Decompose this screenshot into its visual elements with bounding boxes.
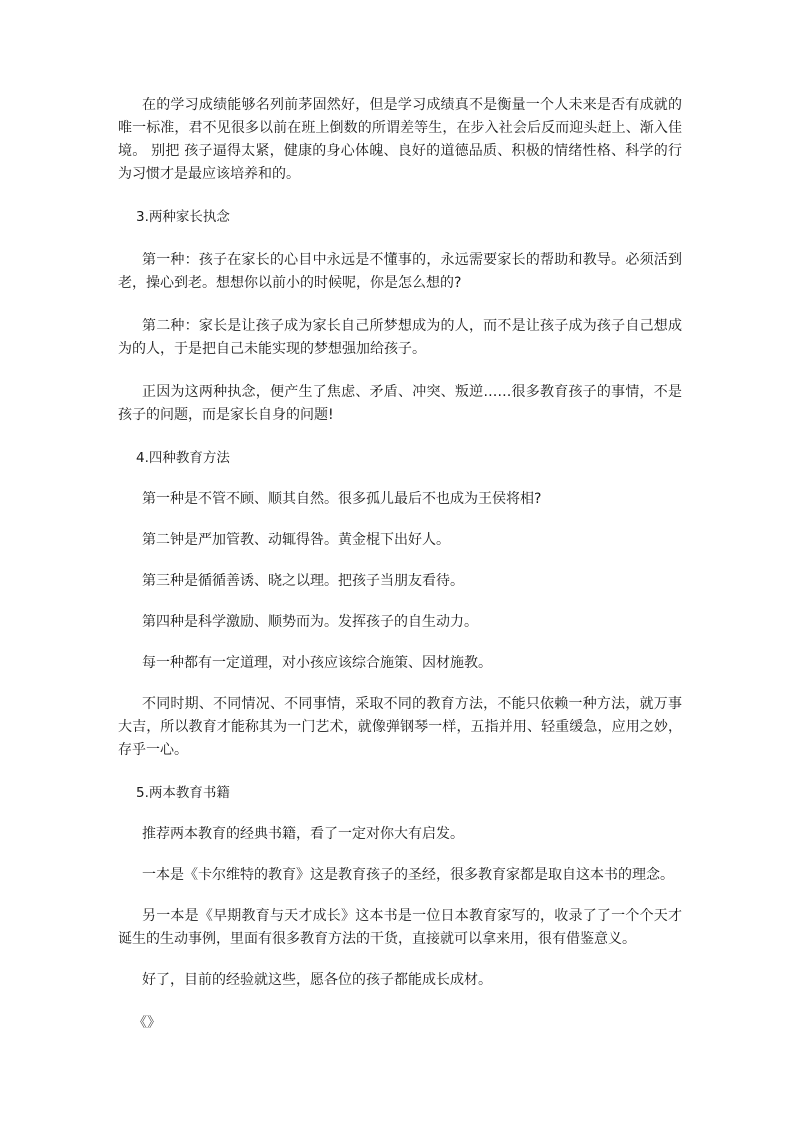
document-body bbox=[118, 94, 682, 1035]
section-5-heading: 5.两本教育书籍 bbox=[136, 785, 230, 801]
paragraph: 第三种是循循善诱、晓之以理。把孩子当朋友看待。 bbox=[142, 573, 464, 589]
paragraph: 第四种是科学激励、顺势而为。发挥孩子的自生动力。 bbox=[142, 614, 478, 630]
section-3-heading: 3.两种家长执念 bbox=[136, 209, 230, 225]
footer-bracket-mark: 《》 bbox=[133, 1015, 161, 1031]
section-4-heading: 4.四种教育方法 bbox=[136, 450, 230, 466]
paragraph: 不同时期、不同情况、不同事情，采取不同的教育方法，不能只依赖一种方法，就万事大吉，所以教育才能称其为一门艺术，就像弹钢琴一样，五指并用、轻重缓急，应用之妙，存乎一心。 bbox=[118, 696, 682, 758]
paragraph: 好了，目前的经验就这些，愿各位的孩子都能成长成材。 bbox=[142, 972, 492, 988]
paragraph: 一本是《卡尔维特的教育》这是教育孩子的圣经，很多教育家都是取自这本书的理念。 bbox=[142, 867, 674, 883]
paragraph: 第二种：家长是让孩子成为家长自己所梦想成为的人，而不是让孩子成为孩子自己想成为的人，于是把自己未能实现的梦想强加给孩子。 bbox=[118, 318, 682, 357]
paragraph: 推荐两本教育的经典书籍，看了一定对你大有启发。 bbox=[142, 826, 464, 842]
paragraph: 第二钟是严加管教、动辄得咎。黄金棍下出好人。 bbox=[142, 532, 450, 548]
paragraph: 另一本是《早期教育与天才成长》这本书是一位日本教育家写的，收录了了一个个天才诞生的生动事例，里面有很多教育方法的干货，直接就可以拿来用，很有借鉴意义。 bbox=[118, 908, 682, 947]
paragraph: 每一种都有一定道理，对小孩应该综合施策、因材施教。 bbox=[142, 655, 492, 671]
intro-paragraph: 在的学习成绩能够名列前茅固然好，但是学习成绩真不是衡量一个人未来是否有成就的唯一标准，君不见很多以前在班上倒数的所谓差等生，在步入社会后反而迎头赶上、渐入佳境。 别把 孩子逼得太紧，健康的身心体魄、良好的道德品质、积极的情绪性格、科学的行为习惯才是最应该培养和的。 bbox=[118, 97, 682, 182]
paragraph: 正因为这两种执念，便产生了焦虑、矛盾、冲突、叛逆……很多教育孩子的事情，不是孩子的问题，而是家长自身的问题! bbox=[118, 384, 682, 423]
paragraph: 第一种：孩子在家长的心目中永远是不懂事的，永远需要家长的帮助和教导。必须活到老，操心到老。想想你以前小的时候呢，你是怎么想的? bbox=[118, 252, 682, 291]
paragraph: 第一种是不管不顾、顺其自然。很多孤儿最后不也成为王侯将相? bbox=[142, 491, 542, 507]
